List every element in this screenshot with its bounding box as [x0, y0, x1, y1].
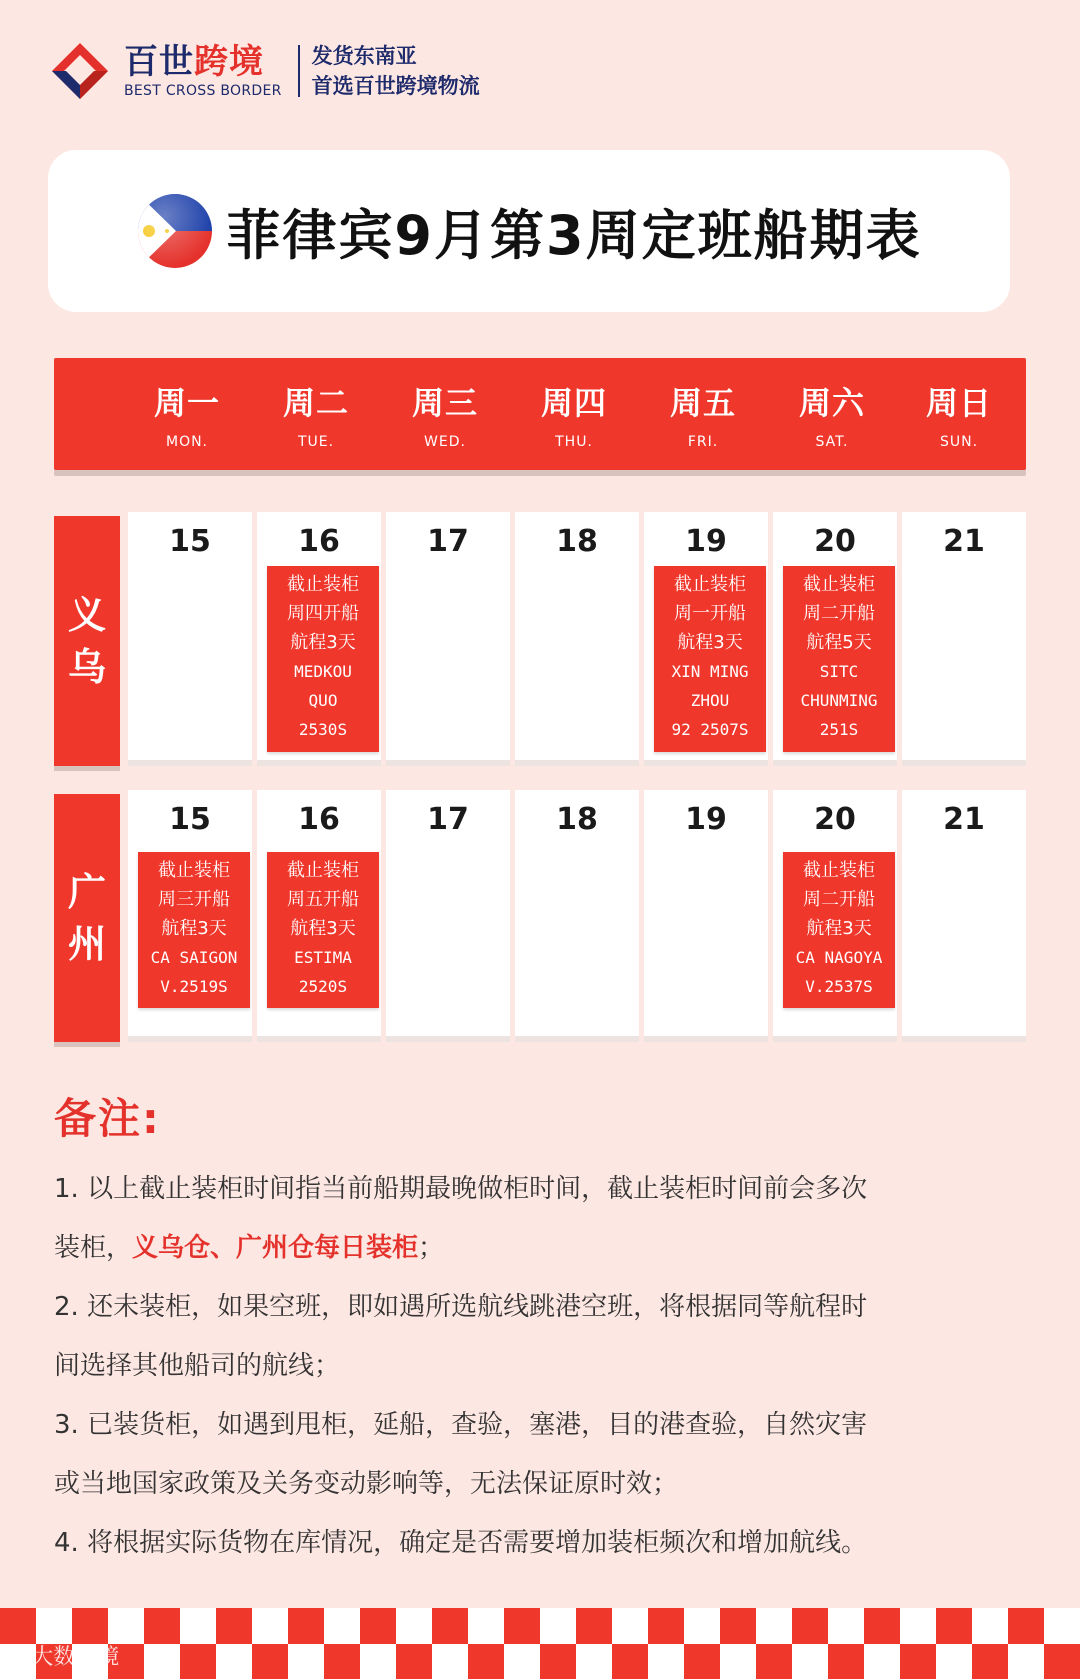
checker-tile — [252, 1644, 288, 1679]
note-3-line-1: 3. 已装货柜，如遇到甩柜，延船，查验，塞港，目的港查验，自然灾害 — [54, 1410, 868, 1440]
checker-tile — [756, 1644, 792, 1679]
page-title: 菲律宾9月第3周定班船期表 — [226, 203, 922, 267]
guangzhou-day-sat — [773, 790, 897, 1042]
weekday-header — [54, 358, 1026, 470]
guangzhou-day-fri — [644, 790, 768, 1042]
checker-tile — [504, 1608, 540, 1644]
checker-tile — [72, 1608, 108, 1644]
yiwu-day-thu — [515, 512, 639, 766]
day-header-fri: 周五 FRI. — [669, 384, 736, 450]
checker-tile — [756, 1608, 792, 1644]
checker-tile — [288, 1608, 324, 1644]
checker-tile — [576, 1608, 612, 1644]
checker-tile — [396, 1608, 432, 1644]
date-number: 18 — [556, 802, 598, 837]
date-number: 21 — [943, 802, 985, 837]
yiwu-fri-sailing: 截止装柜 周一开船 航程3天 XIN MING ZHOU 92 2507S — [654, 566, 766, 752]
checker-tile — [360, 1644, 396, 1679]
checker-tile — [216, 1608, 252, 1644]
note-1-line-2: 装柜，义乌仓、广州仓每日装柜； — [54, 1233, 445, 1263]
date-number: 19 — [685, 524, 727, 559]
checker-tile — [1008, 1644, 1044, 1679]
date-number: 16 — [298, 524, 340, 559]
day-header-thu: 周四 THU. — [540, 384, 607, 450]
checker-tile — [612, 1644, 648, 1679]
note-4: 4. 将根据实际货物在库情况，确定是否需要增加装柜频次和增加航线。 — [54, 1528, 868, 1558]
checker-tile — [540, 1644, 576, 1679]
notes-title: 备注: — [54, 1094, 161, 1143]
checker-tile — [1044, 1644, 1080, 1679]
guangzhou-day-sun — [902, 790, 1026, 1042]
brand-name-en: BEST CROSS BORDER — [124, 83, 282, 99]
checker-tile — [828, 1608, 864, 1644]
checker-tile — [972, 1644, 1008, 1679]
note-3-line-2: 或当地国家政策及关务变动影响等，无法保证原时效； — [54, 1469, 679, 1499]
checker-tile — [900, 1608, 936, 1644]
yiwu-tue-sailing: 截止装柜 周四开船 航程3天 MEDKOU QUO 2530S — [267, 566, 379, 752]
guangzhou-mon-sailing: 截止装柜 周三开船 航程3天 CA SAIGON V.2519S — [138, 852, 250, 1008]
day-header-wed: 周三 WED. — [411, 384, 478, 450]
yiwu-day-wed — [386, 512, 510, 766]
checker-tile — [144, 1644, 180, 1679]
guangzhou-day-thu — [515, 790, 639, 1042]
slogan-line-2: 首选百世跨境物流 — [311, 74, 480, 98]
checker-tile — [576, 1644, 612, 1679]
checker-tile — [108, 1608, 144, 1644]
yiwu-day-mon — [128, 512, 252, 766]
brand-header — [48, 36, 480, 106]
checker-tile — [720, 1608, 756, 1644]
checker-tile — [792, 1608, 828, 1644]
checker-tile — [0, 1608, 36, 1644]
date-number: 20 — [814, 802, 856, 837]
brand-name-cn: 百世跨境 — [124, 42, 264, 82]
note-2-line-1: 2. 还未装柜，如果空班，即如遇所选航线跳港空班，将根据同等航程时 — [54, 1292, 868, 1322]
date-number: 20 — [814, 524, 856, 559]
date-number: 18 — [556, 524, 598, 559]
checker-tile — [288, 1644, 324, 1679]
note-highlight: 义乌仓、广州仓每日装柜 — [132, 1233, 419, 1263]
checker-tile — [468, 1644, 504, 1679]
date-number: 17 — [427, 802, 469, 837]
yiwu-day-sat — [773, 512, 897, 766]
checker-tile — [684, 1608, 720, 1644]
date-number: 17 — [427, 524, 469, 559]
brand-logo-icon — [48, 39, 112, 103]
date-number: 15 — [169, 524, 211, 559]
checker-tile — [324, 1644, 360, 1679]
checker-tile — [396, 1644, 432, 1679]
guangzhou-sat-sailing: 截止装柜 周二开船 航程3天 CA NAGOYA V.2537S — [783, 852, 895, 1008]
philippines-flag-icon — [136, 192, 214, 270]
title-card — [48, 150, 1010, 312]
date-number: 16 — [298, 802, 340, 837]
checker-tile — [684, 1644, 720, 1679]
yiwu-day-fri — [644, 512, 768, 766]
checker-tile — [468, 1608, 504, 1644]
checker-tile — [180, 1644, 216, 1679]
checker-tile — [648, 1608, 684, 1644]
date-number: 21 — [943, 524, 985, 559]
checker-tile — [972, 1608, 1008, 1644]
checker-tile — [540, 1608, 576, 1644]
watermark: ◎ 大数跨境 — [8, 1643, 120, 1670]
date-number: 15 — [169, 802, 211, 837]
checker-tile — [936, 1608, 972, 1644]
checker-tile — [432, 1608, 468, 1644]
checker-tile — [144, 1608, 180, 1644]
note-1-line-1: 1. 以上截止装柜时间指当前船期最晚做柜时间，截止装柜时间前会多次 — [54, 1174, 868, 1204]
checker-tile — [432, 1644, 468, 1679]
checker-tile — [1044, 1608, 1080, 1644]
guangzhou-tue-sailing: 截止装柜 周五开船 航程3天 ESTIMA 2520S — [267, 852, 379, 1008]
day-header-sun: 周日 SUN. — [925, 384, 992, 450]
checker-tile — [324, 1608, 360, 1644]
slogan-line-1: 发货东南亚 — [311, 44, 417, 68]
guangzhou-day-wed — [386, 790, 510, 1042]
guangzhou-day-tue — [257, 790, 381, 1042]
checker-tile — [792, 1644, 828, 1679]
checker-tile — [180, 1608, 216, 1644]
yiwu-day-tue — [257, 512, 381, 766]
checker-tile — [612, 1608, 648, 1644]
checker-tile — [360, 1608, 396, 1644]
checker-tile — [864, 1608, 900, 1644]
checker-tile — [936, 1644, 972, 1679]
checker-tile — [1008, 1608, 1044, 1644]
checker-tile — [720, 1644, 756, 1679]
yiwu-day-sun — [902, 512, 1026, 766]
checker-tile — [252, 1608, 288, 1644]
note-2-line-2: 间选择其他船司的航线； — [54, 1351, 341, 1381]
city-label-yiwu: 义 乌 — [54, 516, 120, 766]
checker-tile — [504, 1644, 540, 1679]
day-header-tue: 周二 TUE. — [282, 384, 349, 450]
checker-tile — [216, 1644, 252, 1679]
date-number: 19 — [685, 802, 727, 837]
brand-slogan — [312, 41, 480, 101]
checker-tile — [864, 1644, 900, 1679]
checker-tile — [648, 1644, 684, 1679]
logo-divider — [298, 45, 300, 97]
checker-tile — [900, 1644, 936, 1679]
yiwu-sat-sailing: 截止装柜 周二开船 航程5天 SITC CHUNMING 251S — [783, 566, 895, 752]
watermark-logo-icon: ◎ — [8, 1643, 28, 1668]
footer-checker-pattern — [0, 1608, 1080, 1679]
notes-list — [54, 1160, 1014, 1573]
day-header-sat: 周六 SAT. — [798, 384, 865, 450]
checker-tile — [828, 1644, 864, 1679]
city-label-guangzhou: 广 州 — [54, 794, 120, 1042]
guangzhou-day-mon — [128, 790, 252, 1042]
checker-tile — [36, 1608, 72, 1644]
day-header-mon: 周一 MON. — [153, 384, 220, 450]
